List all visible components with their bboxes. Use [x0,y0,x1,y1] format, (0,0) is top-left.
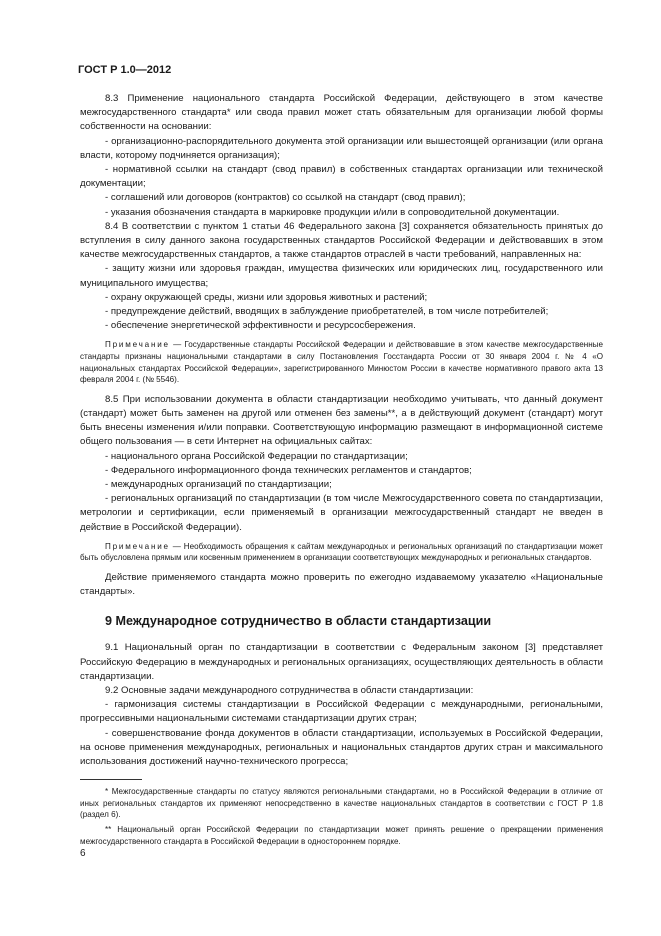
note-text: — Государственные стандарты Российской Федерации и действовавшие в этом качестве межгосударственные стандарты признаны национальными стандартами в силу Постановления Госстандарта России от 30 января 2004 г. № 4 «О национальных стандартах Российской Федерации», зарегистрированного Минюстом России в качестве нормативного правого акта 13 февраля 2004 г. (№ 5546). [80,340,603,385]
list-item: - Федерального информационного фонда технических регламентов и стандартов; [105,464,472,476]
list-item: - региональных организаций по стандартизации (в том числе Межгосударственного совета по стандартизации, метрологии и сертификации, если применяемый в организации межгосударственный стандарт не введен в действие в Российской Федерации). [80,493,603,533]
list-item: - защиту жизни или здоровья граждан, имущества физических или юридических лиц, государственного или муниципального имущества; [80,263,603,289]
list-item: - предупреждение действий, вводящих в заблуждение приобретателей, в том числе потребителей; [105,306,549,318]
list-item: - гармонизация системы стандартизации в Российской Федерации с международными, региональными, прогрессивными национальными системами стандартизации других стран; [80,699,603,725]
list-item: - указания обозначения стандарта в маркировке продукции и/или в сопроводительной документации. [105,206,560,218]
list-item: - международных организаций по стандартизации; [105,479,332,491]
note-text: — Необходимость обращения к сайтам международных и региональных организаций по стандартизации может быть обусловлена прямым или косвенным применением в организации соответствующих международных и региональных стандартов. [80,541,603,563]
list-item: - национального органа Российской Федерации по стандартизации; [105,450,408,462]
list-item: - соглашений или договоров (контрактов) со ссылкой на стандарт (свод правил); [105,192,466,204]
note-label: Примечание [105,541,170,551]
closing-paragraph: Действие применяемого стандарта можно проверить по ежегодно издаваемому указателю «Национальные стандарты». [80,572,603,598]
clause-8-4: 8.4 В соответствии с пунктом 1 статьи 46 Федерального закона [3] сохраняется обязательность принятых до вступления в силу данного закона государственных стандартов Российской Федерации и действовавших в этом качестве межгосударственных стандартов, а также стандартов отраслей в части требований, направленных на: [80,220,603,261]
footnote-divider [80,779,142,780]
note-8-5 [80,541,603,564]
section-9-heading: 9 Международное сотрудничество в области стандартизации [105,614,492,629]
clause-9-1: 9.1 Национальный орган по стандартизации в соответствии с Федеральным законом [3] представляет Российскую Федерацию в международных и региональных организациях, осуществляющих деятельность в области стандартизации. [80,642,603,682]
list-item: - организационно-распорядительного документа этой организации или вышестоящей организации (или органа власти, которому подчиняется организация); [80,135,603,161]
list-item: - совершенствование фонда документов в области стандартизации, используемых в Российской Федерации, на основе применения международных, региональных и национальных стандартов других стран и максимального использования достижений научно-технического прогресса; [80,727,603,768]
note-8-4 [80,339,603,385]
page-number: 6 [80,848,86,859]
list-item: - обеспечение энергетической эффективности и ресурсосбережения. [105,320,416,332]
page-content [80,92,603,850]
note-label: Примечание [105,340,170,350]
clause-8-5: 8.5 При использовании документа в области стандартизации необходимо учитывать, что данный документ (стандарт) может быть заменен на другой или отменен без замены**, а в действующий документ (стандарт) могут быть внесены изменения и/или поправки. Соответствующую информацию размещают в информационной системе общего пользования — в сети Интернет на официальных сайтах: [80,393,603,448]
list-item: - нормативной ссылки на стандарт (свод правил) в собственных стандартах организации или технической документации; [80,164,603,190]
footnote-1: * Межгосударственные стандарты по статусу являются региональными стандартами, но в Российской Федерации в отличие от иных региональных стандартов их применяют непосредственно в качестве национальных стандартов в соответствии с ГОСТ Р 1.8 (раздел 6). [80,787,603,820]
footnote-2: ** Национальный орган Российской Федерации по стандартизации может принять решение о прекращении применения межгосударственного стандарта в Российской Федерации в одностороннем порядке. [80,825,603,846]
clause-8-3: 8.3 Применение национального стандарта Российской Федерации, действующего в этом качестве межгосударственного стандарта* или свода правил может стать обязательным для организации любой формы собственности на основании: [80,93,603,133]
clause-9-2: 9.2 Основные задачи международного сотрудничества в области стандартизации: [105,685,474,697]
document-code: ГОСТ Р 1.0—2012 [78,64,172,76]
list-item: - охрану окружающей среды, жизни или здоровья животных и растений; [105,291,428,303]
